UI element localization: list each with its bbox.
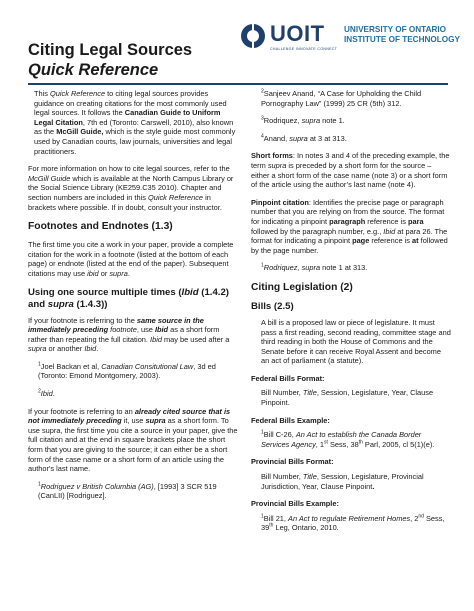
footnote-example: $^4$Anand, supra at 3 at 313. [261, 133, 347, 143]
footnote-example: $^2$Sanjeev Anand, “A Case for Upholding the Child Pornography Law” (1999) 25 CR (5th) 312. [261, 88, 422, 108]
multiple-times-heading: Using one source multiple times (Ibid (1.4.2) and supra (1.4.3)) [28, 286, 229, 310]
not-preceding-paragraph: If your footnote is referring to an already cited source that is not immediately preceding it, use supra as a short form. To use supra, the first time you cite a source in your paper, give the full citation and at the end in square brackets place the short form that you are giving to the source; it can either be a short form of the case name or a short form of an article using the author's last name. [28, 406, 238, 474]
provincial-example-label: Provincial Bills Example: [251, 499, 339, 509]
footnote-example: $^1$Joel Backan et al, Canadian Consitutional Law, 3d ed (Toronto: Emond Montgomery, 2003). [38, 361, 216, 381]
university-line-1: UNIVERSITY OF ONTARIO [344, 25, 447, 34]
page-title: Citing Legal Sources [28, 41, 193, 59]
bills-heading: Bills (2.5) [251, 300, 294, 312]
right-column [251, 89, 451, 541]
more-info-paragraph: For more information on how to cite legal sources, refer to the McGill Guide which is available at the North Campus Library or the Social Science Library (KE259.C35 2010). Chapter and section numbers are included in this Quick Reference in brackets where possible. If in doubt, consult your instructor. [28, 164, 234, 212]
logo-tagline: CHALLENGE INNOVATE CONNECT [270, 47, 338, 51]
footnotes-paragraph: The first time you cite a work in your paper, provide a complete citation for the work in a footnote (listed at the bottom of each page) or endnote (listed at the end of the paper). Subsequent citations may use ibid or supra. [28, 240, 234, 278]
footnotes-heading: Footnotes and Endnotes (1.3) [28, 221, 173, 233]
university-name [344, 25, 460, 45]
same-source-paragraph: If your footnote is referring to the same source in the immediately preceding footnote, use Ibid as a short form rather than repeating the full citation. Ibid may be used after a supra or another Ibid. [28, 315, 230, 354]
provincial-format: Bill Number, Title, Session, Legislature, Provincial Jurisdiction, Year, Clause Pinpoint. [261, 472, 424, 491]
uoit-shield-icon [240, 23, 266, 49]
bills-paragraph: A bill is a proposed law or piece of legislature. It must pass a first reading, second reading, committee stage and third reading in both the House of Commons and the Senate before it can receive Royal Assent and become an act of parliament (a statute). [261, 317, 451, 366]
federal-format: Bill Number, Title, Session, Legislature, Year, Clause Pinpoint. [261, 388, 434, 408]
short-forms-paragraph: Short forms: In notes 3 and 4 of the preceding example, the term supra is preceded by a short form for the source – either a short form of the case name (note 3) or a short form of the article using the author’s last name (note 4). [251, 151, 450, 190]
header-rule [28, 83, 448, 85]
intro-paragraph: This Quick Reference to citing legal sources provides guidance on creating citations for the most commonly used legal sources. It follows the Canadian Guide to Uniform Legal Citation, 7th ed (Toronto: Carswell, 2010), also known as the McGill Guide, which is the style guide most commonly used by Canadian courts, law journals, universities and legal practitioners. [34, 89, 236, 156]
federal-example-label: Federal Bills Example: [251, 415, 330, 425]
university-line-2: INSTITUTE OF TECHNOLOGY [344, 35, 460, 44]
federal-format-label: Federal Bills Format: [251, 373, 325, 383]
logo-wordmark: UOIT [270, 21, 325, 46]
pinpoint-paragraph: Pinpoint citation: Identifies the precise page or paragraph number that you are relying on from the source. The format for indicating a pinpoint paragraph reference is para followed by the paragraph number, e.g., Ibid at para 26. The format for indicating a pinpoint page reference is at followed by the page number. [251, 197, 448, 255]
page-subtitle: Quick Reference [28, 61, 159, 79]
uoit-logo [240, 21, 460, 57]
left-column [28, 89, 238, 509]
legislation-heading: Citing Legislation (2) [251, 281, 353, 293]
footnote-example: $^1$Rodriquez, supra note 1 at 313. [261, 262, 368, 273]
provincial-example: $^1$Bill 21, An Act to regulate Retirement Homes, 2nd Sess, 39th Leg, Ontario, 2010. [261, 513, 445, 533]
footnote-example: $^1$Rodriguez v British Columbia (AG), [1993] 3 SCR 519 (CanLII) [Rodriguez]. [38, 481, 217, 501]
federal-example: $^1$Bill C-26, An Act to establish the Canada Border Services Agency, 1st Sess, 38th Parl, 2005, cl 5(1)(e). [261, 429, 435, 449]
provincial-format-label: Provincial Bills Format: [251, 457, 334, 467]
footnote-example: $^3$Rodriquez, supra note 1. [261, 115, 345, 126]
footnote-example: $^2$Ibid. [38, 388, 55, 399]
